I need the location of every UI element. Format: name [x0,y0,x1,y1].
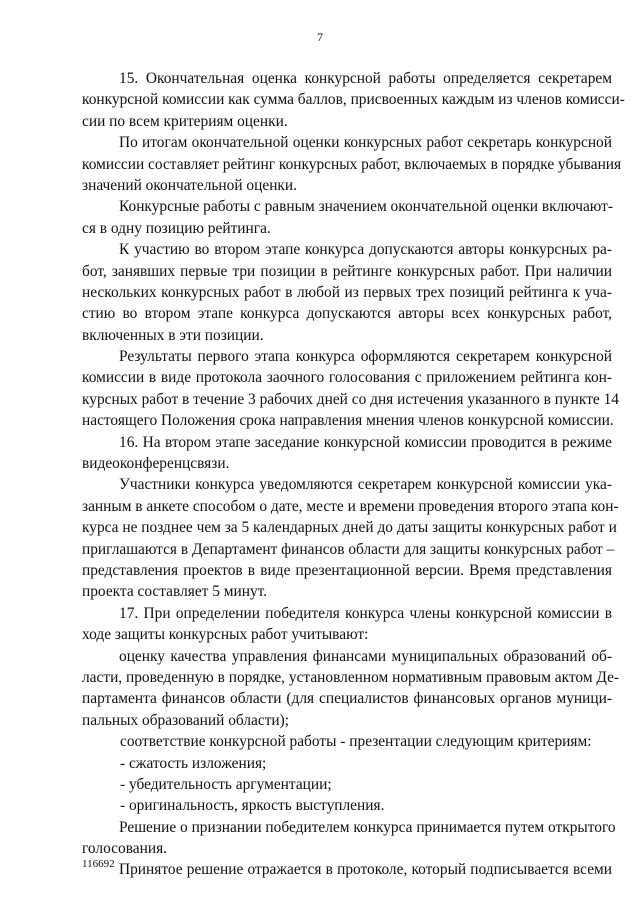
text-line: ходе защиты конкурсных работ учитывают: [82,626,369,644]
text-line: 15. Окончательная оценка конкурсной работы определяется секретарем [119,70,612,87]
text-line: К участию во втором этапе конкурса допускаются авторы конкурсных ра- [119,241,612,259]
text-line: Решение о признании победителем конкурса принимается путем открытого [119,818,616,836]
text-line: конкурсной комиссии как сумма баллов, присвоенных каждым из членов комисси- [82,91,625,109]
text-line: 16. На втором этапе заседание конкурсной комиссии проводится в режиме [119,433,612,451]
text-line: Участники конкурса уведомляются секретарем конкурсной комиссии ука- [119,476,612,494]
text-line: Принятое решение отражается в протоколе, который подписывается всеми [119,861,612,879]
list-item: - оригинальность, яркость выступления. [120,797,385,815]
text-line: курса не позднее чем за 5 календарных дней до даты защиты конкурсных работ и [82,519,617,537]
text-line: значений окончательной оценки. [82,176,297,194]
text-line: Конкурсные работы с равным значением окончательной оценки включают- [119,198,613,216]
text-line: партамента финансов области (для специалистов финансовых органов муници- [82,690,612,708]
text-line: ласти, проведенную в порядке, установленном нормативным правовым актом Де- [82,668,620,686]
text-line: соответствие конкурсной работы - презентации следующим критериям: [120,733,592,751]
text-line: стию во втором этапе конкурса допускаются авторы всех конкурсных работ, [82,305,612,323]
text-line: По итогам окончательной оценки конкурсных работ секретарь конкурсной [119,134,612,152]
text-line: комиссии составляет рейтинг конкурсных работ, включаемых в порядке убывания [82,155,622,173]
text-line: бот, занявших первые три позиции в рейтинге конкурсных работ. При наличии [82,262,612,280]
text-line: нескольких конкурсных работ в любой из первых трех позиций рейтинга к уча- [82,283,612,301]
page-number: 7 [317,30,323,44]
list-item: - убедительность аргументации; [120,775,332,793]
document-code: 116692 [82,858,115,870]
text-line: оценку качества управления финансами муниципальных образований об- [119,647,612,665]
text-line: курсных работ в течение 3 рабочих дней со дня истечения указанного в пункте 14 [82,390,619,408]
text-line: ся в одну позицию рейтинга. [82,219,271,237]
list-item: - сжатость изложения; [120,754,267,772]
text-line: проекта составляет 5 минут. [82,583,268,601]
text-line: Результаты первого этапа конкурса оформляются секретарем конкурсной [119,348,612,366]
text-line: занным в анкете способом о дате, месте и времени проведения второго этапа кон- [82,497,619,515]
text-line: голосования. [82,840,168,858]
text-line: сии по всем критериям оценки. [82,112,288,130]
document-body [82,68,625,881]
text-line: настоящего Положения срока направления мнения членов конкурсной комиссии. [82,412,614,430]
text-line: видеоконференцсвязи. [82,455,230,473]
text-line: представления проектов в виде презентационной версии. Время представления [82,561,612,579]
text-line: 17. При определении победителя конкурса члены конкурсной комиссии в [119,604,612,622]
text-line: приглашаются в Департамент финансов области для защиты конкурсных работ – [82,540,615,558]
text-line: пальных образований области); [82,711,290,729]
text-line: включенных в эти позиции. [82,326,264,344]
text-line: комиссии в виде протокола заочного голосования с приложением рейтинга кон- [82,369,612,387]
